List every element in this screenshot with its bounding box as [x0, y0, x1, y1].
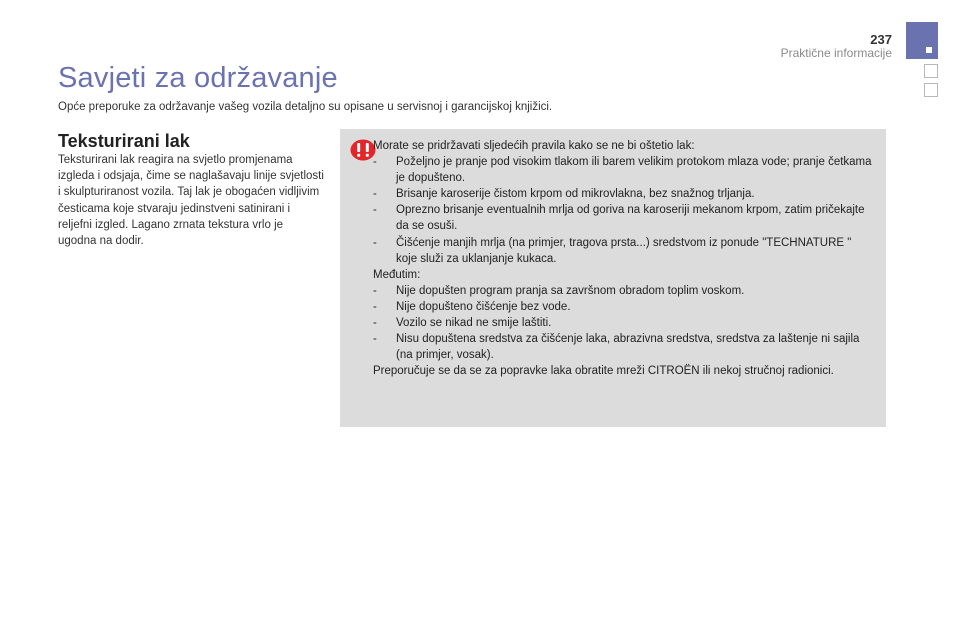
list-item: - Poželjno je pranje pod visokim tlakom ili barem velikim protokom mlaza vode; pranje četkama je dopušteno. — [373, 156, 872, 185]
list-item: - Nisu dopuštena sredstva za čišćenje laka, abrazivna sredstva, sredstva za laštenje ni sajila (na primjer, vosak). — [373, 333, 860, 362]
list-item: - Brisanje karoserije čistom krpom od mikrovlakna, bez snažnog trljanja. — [373, 188, 755, 201]
tab-marker-icon — [926, 47, 932, 53]
intro-text: Opće preporuke za održavanje vašeg vozila detaljno su opisane u servisnoj i garancijskoj knjižici. — [58, 101, 553, 113]
list-item: - Čišćenje manjih mrlja (na primjer, tragova prsta...) sredstvom iz ponude "TECHNATURE " koje služi za uklanjanje kukaca. — [373, 236, 852, 265]
subsection-text: Teksturirani lak reagira na svjetlo promjenama izgleda i odsjaja, čime se naglašavaju linije svjetlosti i skulpturiranost vozila. Taj lak je obogaćen vidljivim česticama koje stvaraju jedinstveni satinirani i reljefni izgled. Lagano zrnata tekstura vrlo je ugodna na dodir. — [58, 154, 324, 248]
warning-content — [373, 138, 873, 379]
chapter-tab-active[interactable] — [906, 22, 938, 59]
list-item: - Oprezno brisanje eventualnih mrlja od goriva na karoseriji mekanom krpom, zatim pričekajte da se osuši. — [373, 204, 865, 233]
list-item: - Nije dopušteno čišćenje bez vode. — [373, 300, 571, 313]
warning-box — [340, 129, 886, 427]
list-item: - Vozilo se nikad ne smije laštiti. — [373, 317, 552, 330]
subsection-title: Teksturirani lak — [58, 131, 190, 151]
list-item: - Nije dopušten program pranja sa završnom obradom toplim voskom. — [373, 284, 745, 297]
warning-intro: Morate se pridržavati sljedećih pravila kako se ne bi oštetio lak: — [373, 140, 695, 152]
chapter-tab-empty[interactable] — [924, 64, 938, 78]
chapter-tab-empty[interactable] — [924, 83, 938, 97]
page-number: 237 — [870, 32, 892, 47]
section-title: Praktične informacije — [780, 46, 892, 60]
page-title: Savjeti za održavanje — [58, 62, 338, 94]
warning-however: Međutim: — [373, 268, 421, 281]
warning-closing: Preporučuje se da se za popravke laka obratite mreži CITROËN ili nekoj stručnoj radionici. — [373, 365, 834, 378]
